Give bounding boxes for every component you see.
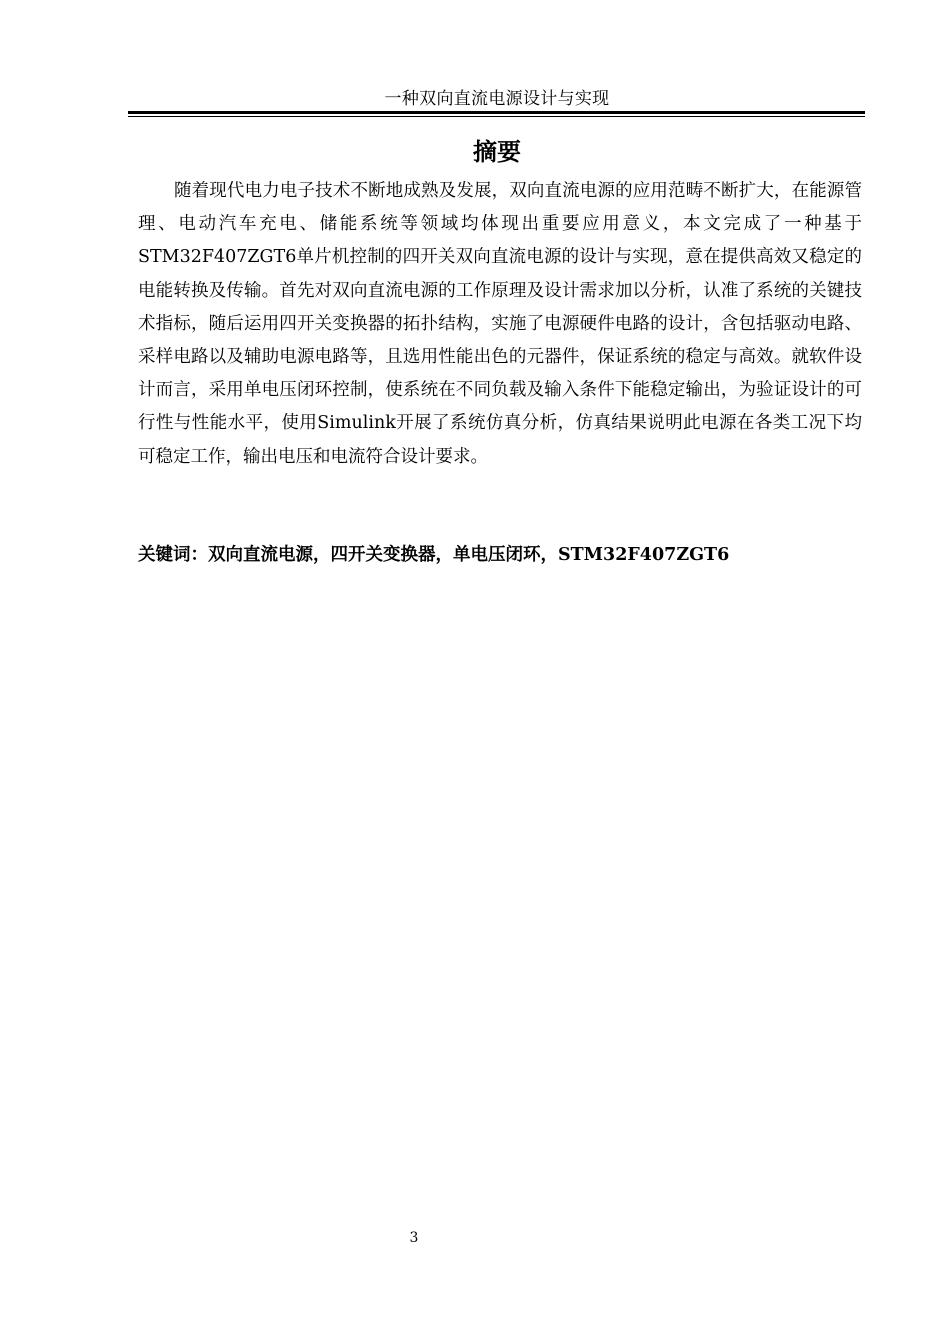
page-number: 3	[409, 1230, 419, 1246]
keywords-line: 关键词：双向直流电源，四开关变换器，单电压闭环，STM32F407ZGT6	[138, 545, 730, 565]
header-rule-thick	[128, 111, 865, 114]
header-rule-thin	[128, 116, 865, 117]
abstract-title: 摘要	[473, 138, 521, 166]
abstract-body: 随着现代电力电子技术不断地成熟及发展，双向直流电源的应用范畴不断扩大，在能源管理、电动汽车充电、储能系统等领域均体现出重要应用意义，本文完成了一种基于STM32F407ZGT6单片机控制的四开关双向直流电源的设计与实现，意在提供高效又稳定的电能转换及传输。首先对双向直流电源的工作原理及设计需求加以分析，认准了系统的关键技术指标，随后运用四开关变换器的拓扑结构，实施了电源硬件电路的设计，含包括驱动电路、采样电路以及辅助电源电路等，且选用性能出色的元器件，保证系统的稳定与高效。就软件设计而言，采用单电压闭环控制，使系统在不同负载及输入条件下能稳定输出，为验证设计的可行性与性能水平，使用Simulink开展了系统仿真分析，仿真结果说明此电源在各类工况下均可稳定工作，输出电压和电流符合设计要求。	[138, 181, 862, 467]
running-header-title: 一种双向直流电源设计与实现	[384, 89, 610, 109]
